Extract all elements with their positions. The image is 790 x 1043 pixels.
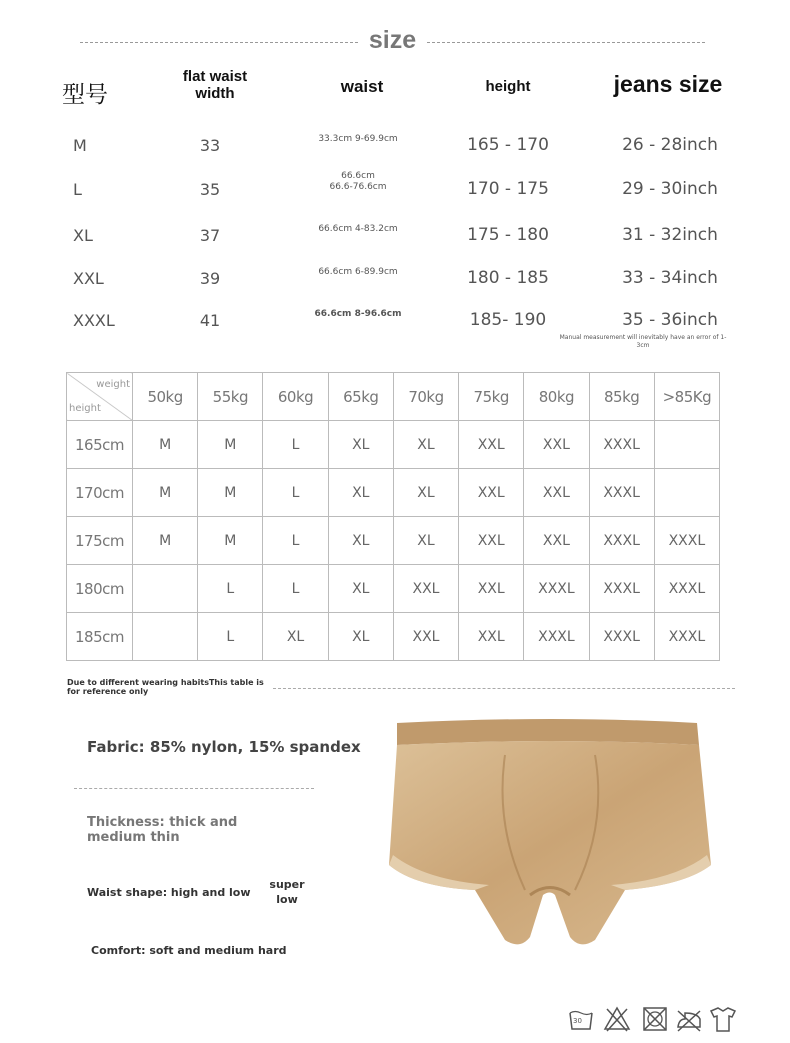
grid-size-cell: M: [198, 421, 263, 469]
grid-weight-header: >85Kg: [654, 373, 719, 421]
height-range-cell: 170 - 175: [467, 179, 549, 199]
waist-range-line1: 66.6cm 8-96.6cm: [314, 309, 402, 319]
spec-divider: [74, 788, 314, 789]
grid-size-cell: L: [198, 613, 263, 661]
grid-weight-header: 65kg: [328, 373, 393, 421]
grid-size-cell: XXL: [459, 613, 524, 661]
corner-height-label: height: [69, 403, 101, 414]
grid-size-cell: XL: [393, 517, 458, 565]
grid-size-cell: XXXL: [654, 565, 719, 613]
waist-range-line1: 33.3cm 9-69.9cm: [318, 134, 398, 144]
grid-size-cell: XL: [263, 613, 328, 661]
grid-size-cell: XXL: [524, 469, 589, 517]
wash-temp-label: 30: [573, 1017, 582, 1025]
grid-size-cell: XL: [328, 565, 393, 613]
grid-size-cell: XXL: [524, 517, 589, 565]
header-flat-waist-line1: flat waist: [182, 68, 248, 85]
grid-size-cell: M: [198, 469, 263, 517]
size-model-cell: XXXL: [73, 311, 115, 330]
size-row: [60, 130, 740, 160]
grid-size-cell: XXL: [459, 421, 524, 469]
grid-weight-header: 80kg: [524, 373, 589, 421]
title-divider-right: [427, 42, 705, 43]
grid-size-cell: L: [198, 565, 263, 613]
weight-height-grid: [66, 372, 720, 661]
grid-row: [67, 565, 720, 613]
grid-size-cell: XXXL: [589, 517, 654, 565]
page-title: size: [368, 26, 417, 54]
header-height: height: [485, 78, 531, 95]
size-row: [60, 220, 740, 250]
title-bar: [80, 26, 705, 56]
grid-size-cell: XL: [328, 469, 393, 517]
grid-size-cell: [133, 613, 198, 661]
size-row: [60, 171, 740, 204]
grid-height-header: 175cm: [67, 517, 133, 565]
size-row: [60, 305, 740, 335]
grid-size-cell: XXXL: [589, 469, 654, 517]
height-range-cell: 180 - 185: [467, 268, 549, 288]
size-model-cell: XL: [73, 226, 93, 245]
waist-range-cell: [298, 309, 418, 320]
comfort-spec: Comfort: soft and medium hard: [91, 944, 287, 957]
grid-size-cell: XXXL: [654, 517, 719, 565]
waist-range-cell: [298, 171, 418, 193]
header-jeans-size: jeans size: [613, 71, 723, 97]
grid-size-cell: XL: [393, 469, 458, 517]
care-instructions: [567, 1005, 742, 1035]
grid-size-cell: XXL: [393, 565, 458, 613]
size-row: [60, 263, 740, 293]
grid-row: [67, 469, 720, 517]
grid-size-cell: [654, 469, 719, 517]
height-range-cell: 165 - 170: [467, 135, 549, 155]
grid-size-cell: XL: [328, 421, 393, 469]
grid-row: [67, 613, 720, 661]
header-flat-waist: [160, 68, 270, 102]
grid-size-cell: L: [263, 565, 328, 613]
grid-weight-header: 70kg: [393, 373, 458, 421]
header-waist: waist: [340, 77, 384, 96]
measurement-note: Manual measurement will inevitably have an error of 1-3cm: [559, 334, 727, 349]
wash-30-icon: [567, 1005, 595, 1033]
flat-waist-cell: 39: [199, 269, 221, 288]
boxer-briefs-illustration: [385, 715, 720, 955]
grid-size-cell: L: [263, 421, 328, 469]
grid-corner: [67, 373, 133, 421]
jeans-size-cell: 35 - 36inch: [622, 310, 718, 330]
waist-range-cell: [298, 267, 418, 278]
grid-size-cell: XL: [328, 613, 393, 661]
waist-range-line1: 66.6cm: [341, 171, 375, 181]
grid-size-cell: [133, 565, 198, 613]
jeans-size-cell: 29 - 30inch: [622, 179, 718, 199]
grid-size-cell: M: [198, 517, 263, 565]
jeans-size-cell: 33 - 34inch: [622, 268, 718, 288]
grid-size-cell: XXL: [393, 613, 458, 661]
grid-size-cell: XXXL: [524, 565, 589, 613]
grid-size-cell: L: [263, 469, 328, 517]
grid-size-cell: M: [133, 517, 198, 565]
super-low-line2: low: [276, 893, 298, 906]
grid-size-cell: M: [133, 421, 198, 469]
grid-size-cell: L: [263, 517, 328, 565]
super-low-label: [262, 877, 312, 907]
waist-shape-spec: Waist shape: high and low: [87, 886, 251, 899]
flat-waist-cell: 35: [199, 180, 221, 199]
waist-range-cell: [298, 224, 418, 235]
flat-waist-cell: 37: [199, 226, 221, 245]
grid-size-cell: XXL: [524, 421, 589, 469]
super-low-line1: super: [269, 878, 305, 891]
header-model: 型号: [62, 81, 108, 107]
grid-height-header: 185cm: [67, 613, 133, 661]
header-flat-waist-line2: width: [195, 85, 235, 102]
size-model-cell: L: [73, 180, 82, 199]
grid-size-cell: XXXL: [524, 613, 589, 661]
grid-size-cell: XXXL: [654, 613, 719, 661]
grid-size-cell: M: [133, 469, 198, 517]
grid-header-row: [67, 373, 720, 421]
grid-weight-header: 50kg: [133, 373, 198, 421]
waist-range-line2: 66.6-76.6cm: [329, 182, 387, 192]
grid-height-header: 165cm: [67, 421, 133, 469]
grid-weight-header: 75kg: [459, 373, 524, 421]
no-bleach-icon: [603, 1005, 631, 1033]
height-range-cell: 185- 190: [469, 310, 547, 330]
hang-dry-icon: [709, 1005, 737, 1033]
grid-size-cell: XXL: [459, 469, 524, 517]
product-image: [385, 715, 720, 955]
no-tumble-dry-icon: [641, 1005, 669, 1033]
corner-weight-label: weight: [96, 379, 130, 390]
grid-size-cell: XL: [328, 517, 393, 565]
size-model-cell: XXL: [73, 269, 104, 288]
grid-size-cell: XXXL: [589, 613, 654, 661]
waist-range-cell: [298, 134, 418, 145]
flat-waist-cell: 33: [199, 136, 221, 155]
grid-row: [67, 517, 720, 565]
grid-size-cell: [654, 421, 719, 469]
waist-range-line1: 66.6cm 6-89.9cm: [318, 267, 398, 277]
no-iron-icon: [675, 1005, 703, 1033]
waist-range-line1: 66.6cm 4-83.2cm: [318, 224, 398, 234]
grid-height-header: 180cm: [67, 565, 133, 613]
grid-size-cell: XXL: [459, 565, 524, 613]
fabric-spec: Fabric: 85% nylon, 15% spandex: [87, 738, 361, 756]
grid-size-cell: XXXL: [589, 565, 654, 613]
reference-note: Due to different wearing habitsThis table is for reference only: [67, 678, 264, 696]
thickness-spec: Thickness: thick and medium thin: [87, 815, 238, 845]
flat-waist-cell: 41: [199, 311, 221, 330]
grid-weight-header: 60kg: [263, 373, 328, 421]
reference-divider: [273, 688, 735, 689]
grid-height-header: 170cm: [67, 469, 133, 517]
grid-weight-header: 85kg: [589, 373, 654, 421]
jeans-size-cell: 26 - 28inch: [622, 135, 718, 155]
jeans-size-cell: 31 - 32inch: [622, 225, 718, 245]
height-range-cell: 175 - 180: [467, 225, 549, 245]
grid-size-cell: XXL: [459, 517, 524, 565]
size-model-cell: M: [73, 136, 87, 155]
grid-size-cell: XL: [393, 421, 458, 469]
grid-weight-header: 55kg: [198, 373, 263, 421]
grid-row: [67, 421, 720, 469]
grid-size-cell: XXXL: [589, 421, 654, 469]
